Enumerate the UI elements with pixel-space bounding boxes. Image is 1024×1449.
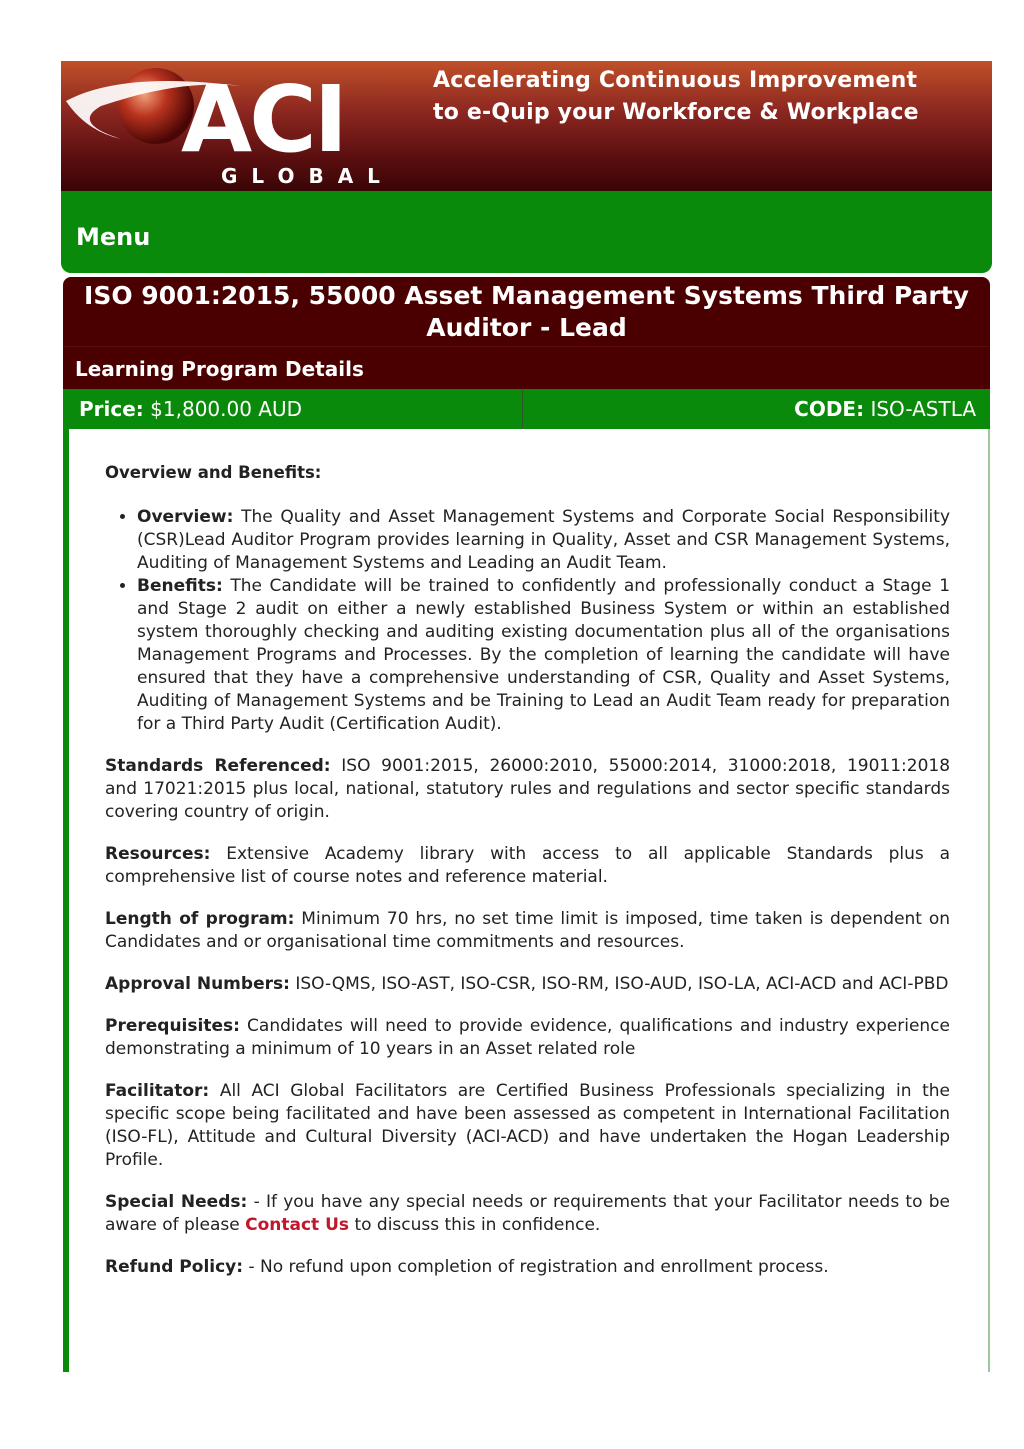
approval-paragraph <box>105 973 950 996</box>
code-label: CODE: <box>794 397 865 421</box>
resources-label: Resources: <box>105 844 211 864</box>
length-paragraph <box>105 908 950 954</box>
aci-global-logo[interactable] <box>61 61 406 191</box>
header-tagline <box>433 65 985 129</box>
price-label: Price: <box>79 397 144 421</box>
site-header <box>61 61 992 191</box>
standards-paragraph <box>105 755 950 824</box>
overview-benefits-list <box>105 506 950 736</box>
length-label: Length of program: <box>105 909 295 929</box>
benefits-text: The Candidate will be trained to confidently and professionally conduct a Stage 1 and Stage 2 audit on either a newly established Business System or within an established system thoroughly checking and auditing existing documentation plus all of the organisations Management Programs and Processes. By the completion of learning the candidate will have ensured that they have a comprehensive understanding of CSR, Quality and Asset Systems, Auditing of Management Systems and be Training to Lead an Audit Team ready for preparation for a Third Party Audit (Certification Audit). <box>137 576 951 734</box>
overview-text: The Quality and Asset Management Systems and Corporate Social Responsibility (CSR)Lead Auditor Program provides learning in Quality, Asset and CSR Management Systems, Auditing of Management Systems and Leading an Audit Team. <box>137 507 951 573</box>
price-code-row <box>63 389 990 429</box>
benefits-label: Benefits: <box>137 576 223 596</box>
page-container <box>61 61 992 1372</box>
menu-bar[interactable] <box>61 191 992 273</box>
code-value: ISO-ASTLA <box>870 397 976 421</box>
list-item-overview <box>137 506 950 575</box>
list-item-benefits <box>137 575 950 736</box>
special-needs-text: - If you have any special needs or requirements that your Facilitator needs to be aware of please <box>105 1192 951 1235</box>
tagline-line-1: Accelerating Continuous Improvement <box>433 68 918 93</box>
price-cell <box>63 389 523 429</box>
resources-text: Extensive Academy library with access to all applicable Standards plus a comprehensive list of course notes and reference material. <box>105 844 950 887</box>
approval-text: ISO-QMS, ISO-AST, ISO-CSR, ISO-RM, ISO-AUD, ISO-LA, ACI-ACD and ACI-PBD <box>295 974 949 994</box>
contact-us-link[interactable]: Contact Us <box>245 1215 350 1235</box>
price-value: $1,800.00 AUD <box>150 397 303 421</box>
facilitator-paragraph <box>105 1080 950 1172</box>
menu-label[interactable]: Menu <box>76 223 151 251</box>
special-needs-label: Special Needs: <box>105 1192 248 1212</box>
prerequisites-paragraph <box>105 1015 950 1061</box>
prerequisites-label: Prerequisites: <box>105 1016 240 1036</box>
svg-text:ACI: ACI <box>181 66 345 173</box>
refund-policy-text: - No refund upon completion of registration and enrollment process. <box>248 1257 829 1277</box>
learning-program-details-heading: Learning Program Details <box>63 346 990 389</box>
overview-heading: Overview and Benefits: <box>105 463 322 482</box>
svg-text:GLOBAL: GLOBAL <box>221 164 394 188</box>
program-details-content <box>63 429 990 1372</box>
refund-policy-label: Refund Policy: <box>105 1257 244 1277</box>
tagline-line-2: to e-Quip your Workforce & Workplace <box>433 100 919 125</box>
refund-policy-paragraph <box>105 1256 950 1279</box>
course-title-block <box>63 277 990 389</box>
course-title: ISO 9001:2015, 55000 Asset Management Systems Third Party Auditor - Lead <box>84 281 969 342</box>
facilitator-label: Facilitator: <box>105 1081 210 1101</box>
prerequisites-text: Candidates will need to provide evidence, qualifications and industry experience demonstrating a minimum of 10 years in an Asset related role <box>105 1016 950 1059</box>
special-needs-paragraph <box>105 1191 950 1237</box>
overview-label: Overview: <box>137 507 234 527</box>
standards-text: ISO 9001:2015, 26000:2010, 55000:2014, 31000:2018, 19011:2018 and 17021:2015 plus local, national, statutory rules and regulations and sector specific standards covering country of origin. <box>105 756 951 822</box>
length-text: Minimum 70 hrs, no set time limit is imposed, time taken is dependent on Candidates and or organisational time commitments and resources. <box>105 909 950 952</box>
code-cell <box>523 389 990 429</box>
special-needs-text-after: to discuss this in confidence. <box>354 1215 601 1235</box>
standards-label: Standards Referenced: <box>105 756 331 776</box>
resources-paragraph <box>105 843 950 889</box>
facilitator-text: All ACI Global Facilitators are Certified Business Professionals specializing in the specific scope being facilitated and have been assessed as competent in International Facilitation (ISO-FL), Attitude and Cultural Diversity (ACI-ACD) and have undertaken the Hogan Leadership Profile. <box>105 1081 951 1170</box>
approval-label: Approval Numbers: <box>105 974 290 994</box>
